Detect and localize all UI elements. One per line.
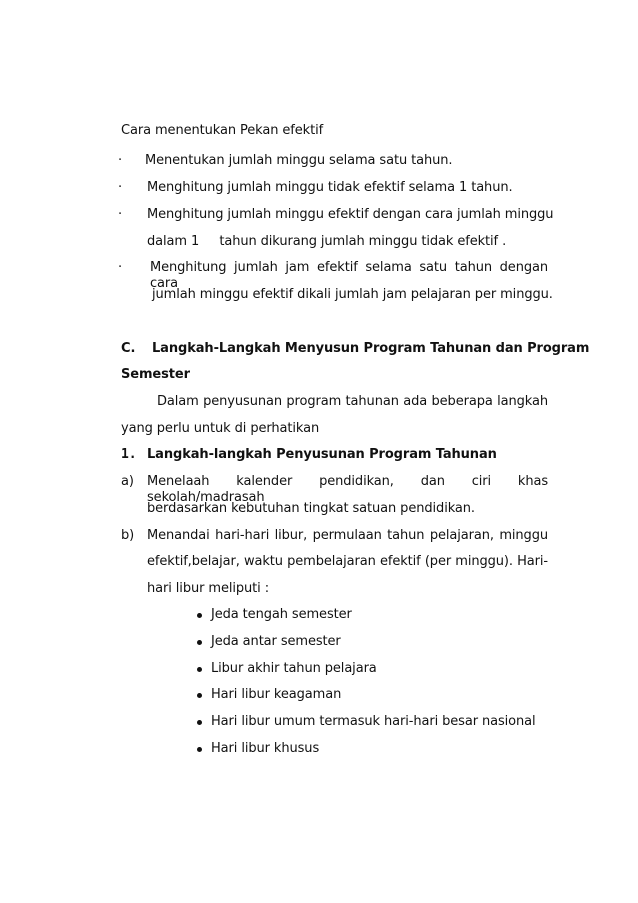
intro-item: Menghitung jumlah minggu efektif dengan cara jumlah minggu [147,207,554,222]
subsection-1-label: 1. [121,447,137,462]
bullet-marker: · [118,207,123,222]
bullet-disc-icon [197,613,202,618]
item-b-text-continuation: efektif,belajar, waktu pembelajaran efektif (per minggu). Hari- [147,554,548,569]
item-a-text: Menelaah kalender pendidikan, dan ciri khas sekolah/madrasah [147,474,548,505]
bullet-marker: · [118,260,123,275]
section-c-label: C. [121,341,136,356]
intro-item: Menghitung jumlah minggu tidak efektif selama 1 tahun. [147,180,513,195]
intro-item-continuation: dalam 1 tahun dikurang jumlah minggu tidak efektif . [147,234,507,249]
holiday-item: Jeda antar semester [211,634,341,649]
holiday-item: Libur akhir tahun pelajara [211,661,377,676]
item-b-text-continuation: hari libur meliputi : [147,581,269,596]
bullet-marker: · [118,180,123,195]
bullet-disc-icon [197,720,202,725]
intro-title: Cara menentukan Pekan efektif [121,123,324,138]
section-c-heading-continuation: Semester [121,367,190,382]
bullet-disc-icon [197,667,202,672]
bullet-marker: · [118,153,123,168]
item-a-label: a) [121,474,134,489]
item-b-text: Menandai hari-hari libur, permulaan tahun pelajaran, minggu [147,528,548,543]
item-a-text-continuation: berdasarkan kebutuhan tingkat satuan pendidikan. [147,501,475,516]
holiday-item: Hari libur umum termasuk hari-hari besar nasional [211,714,536,729]
holiday-item: Jeda tengah semester [211,607,352,622]
item-b-label: b) [121,528,135,543]
bullet-disc-icon [197,747,202,752]
section-c-heading: Langkah-Langkah Menyusun Program Tahunan dan Program [152,341,590,356]
bullet-disc-icon [197,640,202,645]
intro-item: Menentukan jumlah minggu selama satu tahun. [145,153,453,168]
section-c-paragraph-continuation: yang perlu untuk di perhatikan [121,421,320,436]
subsection-1-heading: Langkah-langkah Penyusunan Program Tahunan [147,447,497,462]
intro-item: Menghitung jumlah jam efektif selama satu tahun dengan cara [150,260,548,291]
bullet-disc-icon [197,693,202,698]
intro-item-continuation: jumlah minggu efektif dikali jumlah jam pelajaran per minggu. [152,287,553,302]
section-c-paragraph: Dalam penyusunan program tahunan ada beberapa langkah [157,394,548,409]
holiday-item: Hari libur khusus [211,741,320,756]
holiday-item: Hari libur keagaman [211,687,342,702]
